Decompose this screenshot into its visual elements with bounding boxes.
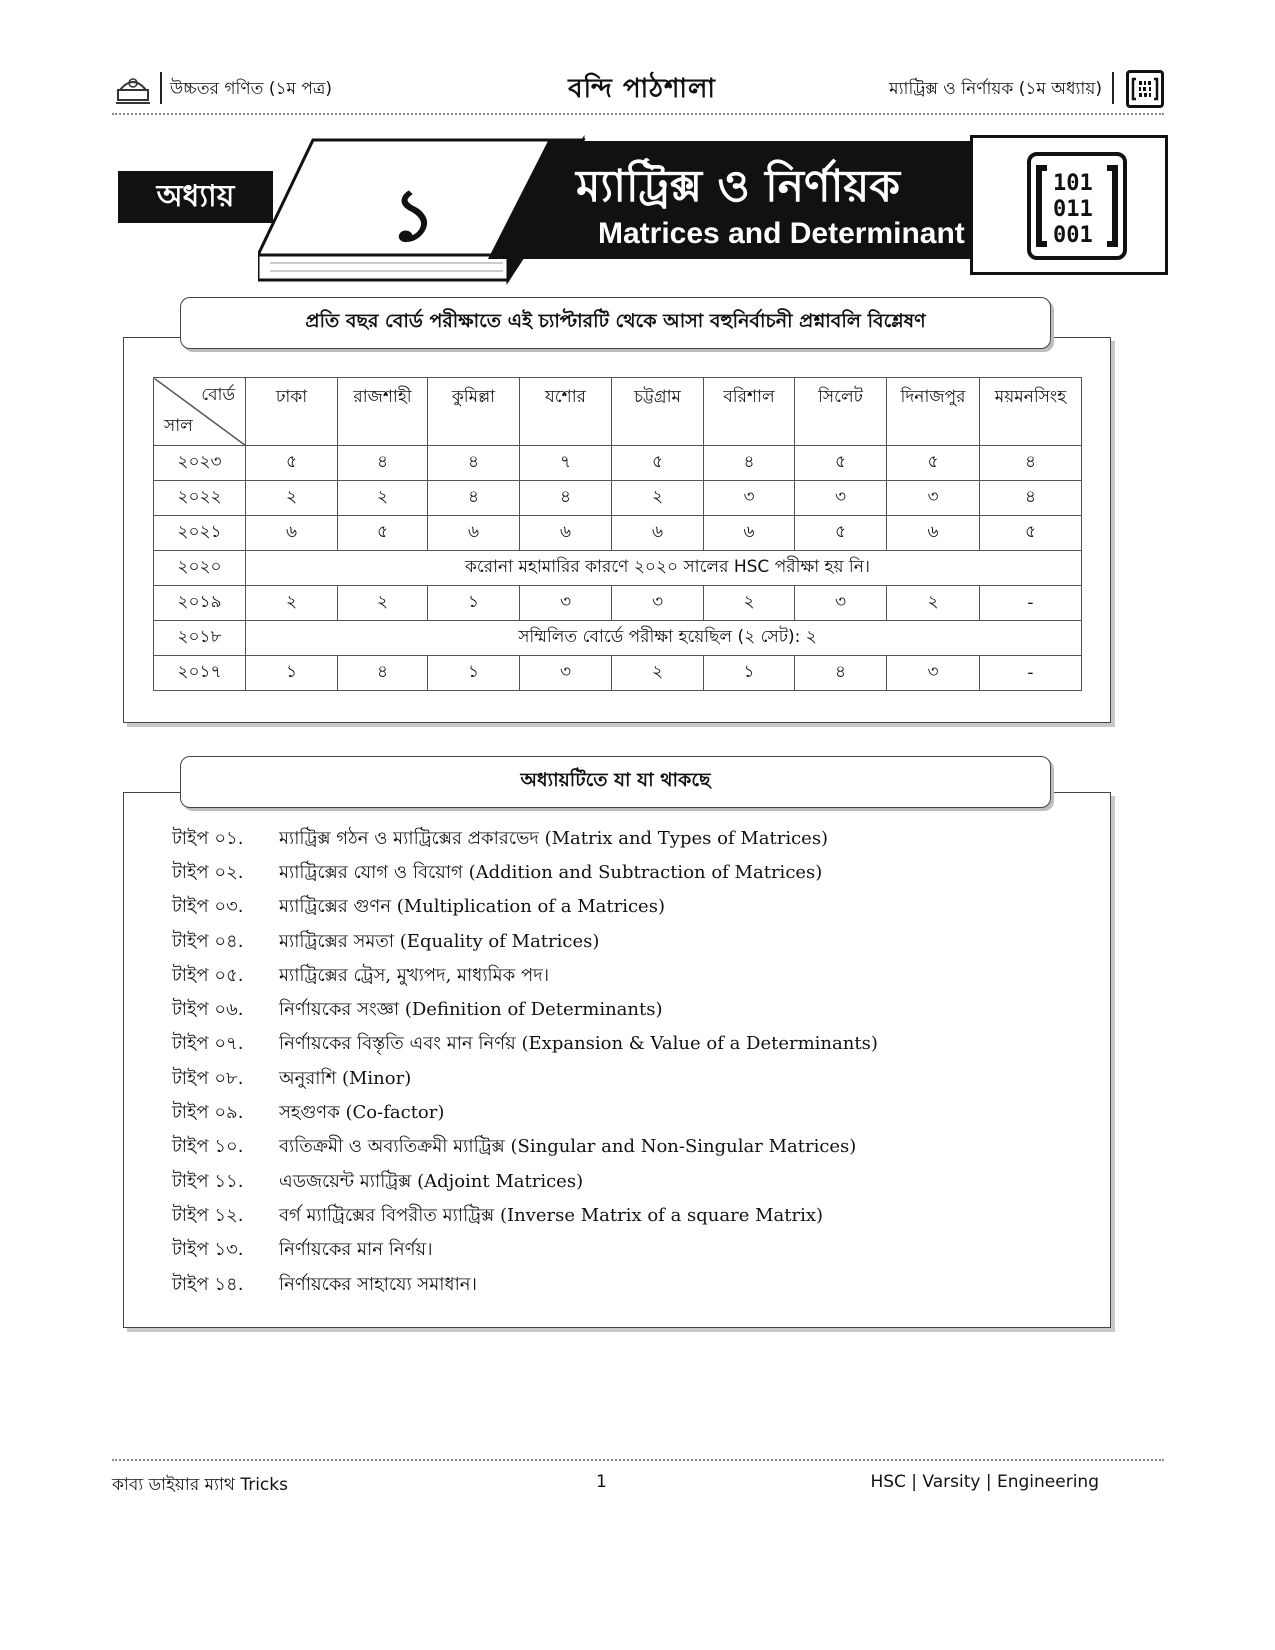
analysis-heading: প্রতি বছর বোর্ড পরীক্ষাতে এই চ্যাপ্টারটি থেকে আসা বহুনির্বাচনী প্রশ্নাবলি বিশ্লেষণ <box>180 297 1051 349</box>
topic-number: টাইপ ০৭. <box>172 1033 244 1055</box>
year-cell: ২০১৮ <box>154 621 246 656</box>
list-item <box>172 1096 878 1130</box>
board-header: যশোর <box>520 378 612 446</box>
value-cell: ১ <box>704 656 795 691</box>
table-row <box>154 516 1082 551</box>
corner-cell <box>154 378 246 446</box>
emblem-logo-icon <box>112 72 154 106</box>
topic-number: টাইপ ১০. <box>172 1136 244 1158</box>
value-cell: ২ <box>338 481 428 516</box>
value-cell: ৩ <box>795 586 887 621</box>
value-cell: ৪ <box>428 481 520 516</box>
chapter-banner <box>118 135 1168 285</box>
chapter-label: ম্যাট্রিক্স ও নির্ণায়ক (১ম অধ্যায়) <box>889 79 1102 99</box>
topic-number: টাইপ ১৩. <box>172 1239 244 1261</box>
value-cell: - <box>980 586 1082 621</box>
brand-logo: বন্দি পাঠশালা <box>568 74 716 104</box>
value-cell: ৩ <box>520 656 612 691</box>
list-item <box>172 1268 878 1302</box>
value-cell: ৬ <box>887 516 980 551</box>
chapter-word: অধ্যায় <box>118 171 273 223</box>
list-item <box>172 1028 878 1062</box>
value-cell: ৩ <box>520 586 612 621</box>
table-row <box>154 551 1082 586</box>
corner-year-label: সাল <box>164 416 193 436</box>
value-cell: ২ <box>246 481 338 516</box>
value-cell: ২ <box>612 481 704 516</box>
value-cell: ২ <box>338 586 428 621</box>
list-item <box>172 1199 878 1233</box>
topic-text: এডজয়েন্ট ম্যাট্রিক্স (Adjoint Matrices) <box>279 1170 584 1192</box>
table-row <box>154 621 1082 656</box>
topic-text: অনুরাশি (Minor) <box>279 1067 412 1089</box>
header-dotted-rule <box>112 113 1164 115</box>
board-header: কুমিল্লা <box>428 378 520 446</box>
topic-number: টাইপ ০৬. <box>172 999 244 1021</box>
value-cell: ৬ <box>428 516 520 551</box>
topic-number: টাইপ ০১. <box>172 827 244 849</box>
list-item <box>172 993 878 1027</box>
year-cell: ২০১৯ <box>154 586 246 621</box>
value-cell: ৩ <box>704 481 795 516</box>
value-cell: ২ <box>246 586 338 621</box>
value-cell: ১ <box>428 656 520 691</box>
topic-text: নির্ণায়কের বিস্তৃতি এবং মান নির্ণয় (Expansion & Value of a Determinants) <box>279 1033 878 1055</box>
value-cell: ২ <box>887 586 980 621</box>
chapter-number: ১ <box>384 172 444 257</box>
topic-text: নির্ণায়কের সাহায্যে সমাধান। <box>279 1273 477 1295</box>
year-cell: ২০২০ <box>154 551 246 586</box>
value-cell: ৫ <box>795 516 887 551</box>
value-cell: ৪ <box>520 481 612 516</box>
topic-number: টাইপ ১৪. <box>172 1273 244 1295</box>
topic-number: টাইপ ০৯. <box>172 1102 244 1124</box>
value-cell: ৩ <box>612 586 704 621</box>
value-cell: ৬ <box>520 516 612 551</box>
value-cell: ৪ <box>704 446 795 481</box>
svg-text:101: 101 <box>1053 171 1093 196</box>
year-cell: ২০২২ <box>154 481 246 516</box>
topic-number: টাইপ ১১. <box>172 1170 244 1192</box>
topic-text: ম্যাট্রিক্সের ট্রেস, মুখ্যপদ, মাধ্যমিক পদ। <box>279 964 550 986</box>
value-cell: ৫ <box>338 516 428 551</box>
value-cell: ৩ <box>887 481 980 516</box>
header-divider <box>160 72 162 104</box>
value-cell: ৩ <box>887 656 980 691</box>
table-row <box>154 481 1082 516</box>
header-divider <box>1112 72 1114 104</box>
topic-number: টাইপ ০৮. <box>172 1067 244 1089</box>
topic-text: ম্যাট্রিক্সের সমতা (Equality of Matrices) <box>279 930 600 952</box>
contents-heading: অধ্যায়টিতে যা যা থাকছে <box>180 756 1051 808</box>
topic-number: টাইপ ১২. <box>172 1204 244 1226</box>
topic-text: নির্ণায়কের সংজ্ঞা (Definition of Determinants) <box>279 999 663 1021</box>
footer-dotted-rule <box>112 1459 1164 1461</box>
page-number: 1 <box>596 1472 607 1492</box>
topic-text: ব্যতিক্রমী ও অব্যতিক্রমী ম্যাট্রিক্স (Singular and Non-Singular Matrices) <box>279 1136 857 1158</box>
matrix-icon <box>1126 70 1164 108</box>
board-header: চট্টগ্রাম <box>612 378 704 446</box>
value-cell: ২ <box>612 656 704 691</box>
list-item <box>172 891 878 925</box>
value-cell: ৪ <box>338 446 428 481</box>
chapter-icon-box <box>970 135 1168 275</box>
matrix-icon <box>1027 152 1127 260</box>
table-row <box>154 446 1082 481</box>
footer-book-name: কাব্য ডাইয়ার ম্যাথ Tricks <box>112 1475 288 1495</box>
topic-text: বর্গ ম্যাট্রিক্সের বিপরীত ম্যাট্রিক্স (Inverse Matrix of a square Matrix) <box>279 1204 824 1226</box>
year-cell: ২০২৩ <box>154 446 246 481</box>
value-cell: ৫ <box>795 446 887 481</box>
board-header: রাজশাহী <box>338 378 428 446</box>
table-header-row <box>154 378 1082 446</box>
value-cell: ৬ <box>612 516 704 551</box>
value-cell: ১ <box>428 586 520 621</box>
topic-number: টাইপ ০৩. <box>172 896 244 918</box>
topic-number: টাইপ ০২. <box>172 861 244 883</box>
board-header: ময়মনসিংহ <box>980 378 1082 446</box>
chapter-title-bn: ম্যাট্রিক্স ও নির্ণায়ক <box>576 161 901 212</box>
value-cell: ৩ <box>795 481 887 516</box>
board-header: ঢাকা <box>246 378 338 446</box>
topic-text: সহগুণক (Co-factor) <box>279 1102 445 1124</box>
table-row <box>154 586 1082 621</box>
value-cell: ৪ <box>980 446 1082 481</box>
note-cell: সম্মিলিত বোর্ডে পরীক্ষা হয়েছিল (২ সেট): ২ <box>246 621 1082 656</box>
year-cell: ২০১৭ <box>154 656 246 691</box>
value-cell: ৫ <box>980 516 1082 551</box>
book-title: উচ্চতর গণিত (১ম পত্র) <box>170 79 333 99</box>
value-cell: ৪ <box>980 481 1082 516</box>
value-cell: ৪ <box>795 656 887 691</box>
topic-text: ম্যাট্রিক্সের গুণন (Multiplication of a Matrices) <box>279 896 665 918</box>
svg-text:011: 011 <box>1053 197 1093 222</box>
svg-text:001: 001 <box>1053 223 1093 248</box>
value-cell: ৭ <box>520 446 612 481</box>
note-cell: করোনা মহামারির কারণে ২০২০ সালের HSC পরীক্ষা হয় নি। <box>246 551 1082 586</box>
board-header: দিনাজপুর <box>887 378 980 446</box>
list-item <box>172 1234 878 1268</box>
table-row <box>154 656 1082 691</box>
footer-tagline: HSC | Varsity | Engineering <box>870 1472 1099 1492</box>
chapter-title-en: Matrices and Determinant <box>598 217 965 250</box>
value-cell: ৫ <box>246 446 338 481</box>
board-header: সিলেট <box>795 378 887 446</box>
value-cell: ৪ <box>338 656 428 691</box>
value-cell: ১ <box>246 656 338 691</box>
value-cell: ২ <box>704 586 795 621</box>
topic-list <box>172 822 878 1302</box>
corner-board-label: বোর্ড <box>201 385 235 405</box>
list-item <box>172 959 878 993</box>
topic-number: টাইপ ০৫. <box>172 964 244 986</box>
year-cell: ২০২১ <box>154 516 246 551</box>
topic-text: নির্ণায়কের মান নির্ণয়। <box>279 1239 433 1261</box>
topic-text: ম্যাট্রিক্সের যোগ ও বিয়োগ (Addition and Subtraction of Matrices) <box>279 861 823 883</box>
list-item <box>172 856 878 890</box>
board-header: বরিশাল <box>704 378 795 446</box>
running-header <box>112 64 1164 114</box>
value-cell: ৬ <box>704 516 795 551</box>
topic-number: টাইপ ০৪. <box>172 930 244 952</box>
value-cell: ৫ <box>612 446 704 481</box>
list-item <box>172 1165 878 1199</box>
value-cell: ৪ <box>428 446 520 481</box>
value-cell: ৫ <box>887 446 980 481</box>
topic-text: ম্যাট্রিক্স গঠন ও ম্যাট্রিক্সের প্রকারভেদ (Matrix and Types of Matrices) <box>279 827 829 849</box>
list-item <box>172 822 878 856</box>
list-item <box>172 1131 878 1165</box>
list-item <box>172 925 878 959</box>
list-item <box>172 1062 878 1096</box>
value-cell: - <box>980 656 1082 691</box>
value-cell: ৬ <box>246 516 338 551</box>
mcq-analysis-table <box>153 377 1082 691</box>
